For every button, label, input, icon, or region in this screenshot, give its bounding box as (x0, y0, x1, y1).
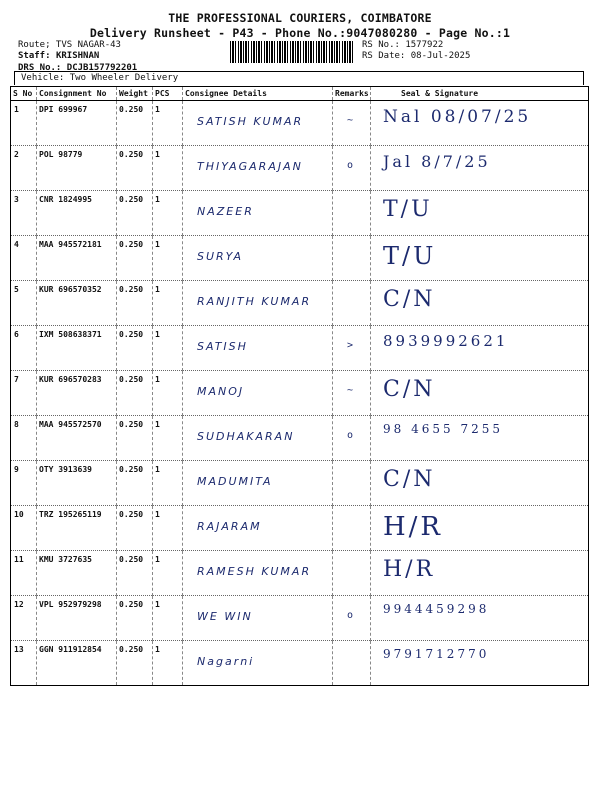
seal-signature: C/N (383, 287, 436, 312)
consignee-cell (183, 641, 333, 686)
remark-mark: > (347, 340, 354, 351)
remarks-cell (333, 146, 371, 191)
table-row (11, 236, 589, 281)
seal-signature-cell (371, 191, 589, 236)
row-sno: 5 (11, 281, 37, 326)
seal-signature-cell (371, 371, 589, 416)
weight: 0.250 (117, 506, 153, 551)
col-pcs: PCS (153, 87, 183, 101)
remark-mark: o (347, 160, 354, 171)
seal-signature-cell (371, 101, 589, 146)
table-row (11, 596, 589, 641)
remarks-cell (333, 191, 371, 236)
consignment-no: KUR 696570352 (37, 281, 117, 326)
table-header-row (11, 87, 589, 101)
consignee-name: SUDHAKARAN (197, 430, 295, 443)
pcs: 1 (153, 461, 183, 506)
remarks-cell (333, 281, 371, 326)
table-row (11, 551, 589, 596)
vehicle-info: Vehicle: Two Wheeler Delivery (14, 71, 584, 85)
pcs: 1 (153, 281, 183, 326)
pcs: 1 (153, 596, 183, 641)
row-sno: 3 (11, 191, 37, 236)
consignment-no: GGN 911912854 (37, 641, 117, 686)
consignee-cell (183, 101, 333, 146)
weight: 0.250 (117, 236, 153, 281)
consignment-no: IXM 508638371 (37, 326, 117, 371)
consignment-no: MAA 945572570 (37, 416, 117, 461)
seal-signature-cell (371, 461, 589, 506)
consignee-name: THIYAGARAJAN (197, 160, 303, 173)
seal-signature: 9791712770 (383, 647, 490, 661)
weight: 0.250 (117, 191, 153, 236)
remarks-cell (333, 551, 371, 596)
pcs: 1 (153, 146, 183, 191)
table-row (11, 461, 589, 506)
consignee-name: RANJITH KUMAR (197, 295, 312, 308)
weight: 0.250 (117, 641, 153, 686)
weight: 0.250 (117, 371, 153, 416)
pcs: 1 (153, 506, 183, 551)
table-row (11, 641, 589, 686)
seal-signature: 8939992621 (383, 332, 509, 350)
col-consignment: Consignment No (37, 87, 117, 101)
barcode (230, 41, 355, 63)
remarks-cell (333, 371, 371, 416)
consignment-no: TRZ 195265119 (37, 506, 117, 551)
consignee-name: Nagarni (197, 655, 255, 668)
row-sno: 10 (11, 506, 37, 551)
col-weight: Weight (117, 87, 153, 101)
row-sno: 9 (11, 461, 37, 506)
pcs: 1 (153, 641, 183, 686)
runsheet-subtitle: Delivery Runsheet - P43 - Phone No.:9047080280 - Page No.:1 (89, 26, 511, 40)
consignment-no: MAA 945572181 (37, 236, 117, 281)
row-sno: 8 (11, 416, 37, 461)
remarks-cell (333, 416, 371, 461)
table-row (11, 326, 589, 371)
remarks-cell (333, 596, 371, 641)
row-sno: 2 (11, 146, 37, 191)
row-sno: 4 (11, 236, 37, 281)
consignee-name: MANOJ (197, 385, 245, 398)
table-row (11, 146, 589, 191)
seal-signature-cell (371, 281, 589, 326)
seal-signature: 9944459298 (383, 602, 490, 616)
seal-signature: T/U (383, 242, 437, 270)
weight: 0.250 (117, 146, 153, 191)
consignee-name: WE WIN (197, 610, 253, 623)
seal-signature: H/R (383, 557, 436, 582)
table-row (11, 191, 589, 236)
consignment-no: DPI 699967 (37, 101, 117, 146)
col-sno: S No (11, 87, 37, 101)
consignment-no: VPL 952979298 (37, 596, 117, 641)
seal-signature-cell (371, 506, 589, 551)
staff-label: Staff: (18, 51, 51, 61)
staff-line (18, 51, 99, 61)
seal-signature-cell (371, 416, 589, 461)
remarks-cell (333, 326, 371, 371)
table-row (11, 506, 589, 551)
consignee-name: SATISH (197, 340, 248, 353)
table-row (11, 371, 589, 416)
consignee-name: MADUMITA (197, 475, 273, 488)
weight: 0.250 (117, 101, 153, 146)
consignee-name: SATISH KUMAR (197, 115, 304, 128)
consignee-cell (183, 551, 333, 596)
consignee-name: RAJARAM (197, 520, 262, 533)
remark-mark: o (347, 610, 354, 621)
consignment-no: POL 98779 (37, 146, 117, 191)
consignee-name: SURYA (197, 250, 244, 263)
route-label: Route; TVS NAGAR-43 (18, 40, 121, 50)
drs-number: DCJB157792201 (66, 63, 138, 73)
remarks-cell (333, 236, 371, 281)
drs-label: DRS No.: (18, 63, 62, 73)
consignee-cell (183, 506, 333, 551)
row-sno: 1 (11, 101, 37, 146)
weight: 0.250 (117, 416, 153, 461)
pcs: 1 (153, 191, 183, 236)
consignee-cell (183, 416, 333, 461)
pcs: 1 (153, 236, 183, 281)
consignment-no: OTY 3913639 (37, 461, 117, 506)
remark-mark: o (347, 430, 354, 441)
consignee-name: NAZEER (197, 205, 254, 218)
rs-date: RS Date: 08-Jul-2025 (362, 51, 471, 61)
weight: 0.250 (117, 326, 153, 371)
pcs: 1 (153, 551, 183, 596)
seal-signature-cell (371, 236, 589, 281)
weight: 0.250 (117, 551, 153, 596)
seal-signature-cell (371, 596, 589, 641)
consignee-cell (183, 236, 333, 281)
remarks-cell (333, 461, 371, 506)
weight: 0.250 (117, 461, 153, 506)
remarks-cell (333, 641, 371, 686)
seal-signature-cell (371, 146, 589, 191)
runsheet-table (10, 86, 589, 686)
row-sno: 7 (11, 371, 37, 416)
seal-signature: 98 4655 7255 (383, 422, 503, 436)
weight: 0.250 (117, 596, 153, 641)
consignee-cell (183, 146, 333, 191)
remark-mark: ~ (347, 115, 354, 126)
staff-name: KRISHNAN (55, 51, 100, 61)
col-remarks: Remarks (333, 87, 371, 101)
table-row (11, 416, 589, 461)
consignment-no: KMU 3727635 (37, 551, 117, 596)
consignee-cell (183, 371, 333, 416)
seal-signature: T/U (383, 197, 433, 222)
seal-signature: C/N (383, 377, 436, 402)
seal-signature: C/N (383, 467, 436, 492)
consignee-cell (183, 596, 333, 641)
consignee-cell (183, 461, 333, 506)
row-sno: 13 (11, 641, 37, 686)
seal-signature: Jal 8/7/25 (383, 152, 491, 171)
pcs: 1 (153, 371, 183, 416)
weight: 0.250 (117, 281, 153, 326)
consignment-no: CNR 1824995 (37, 191, 117, 236)
pcs: 1 (153, 101, 183, 146)
consignee-cell (183, 191, 333, 236)
col-consignee: Consignee Details (183, 87, 333, 101)
seal-signature: Nal 08/07/25 (383, 107, 532, 127)
consignee-cell (183, 281, 333, 326)
table-row (11, 101, 589, 146)
seal-signature-cell (371, 326, 589, 371)
row-sno: 12 (11, 596, 37, 641)
col-seal: Seal & Signature (371, 87, 589, 101)
company-title: THE PROFESSIONAL COURIERS, COIMBATORE (168, 11, 432, 25)
consignee-name: RAMESH KUMAR (197, 565, 312, 578)
pcs: 1 (153, 326, 183, 371)
seal-signature: H/R (383, 512, 444, 542)
seal-signature-cell (371, 551, 589, 596)
consignment-no: KUR 696570283 (37, 371, 117, 416)
seal-signature-cell (371, 641, 589, 686)
remarks-cell (333, 506, 371, 551)
table-row (11, 281, 589, 326)
remark-mark: ~ (347, 385, 354, 396)
row-sno: 6 (11, 326, 37, 371)
remarks-cell (333, 101, 371, 146)
row-sno: 11 (11, 551, 37, 596)
pcs: 1 (153, 416, 183, 461)
consignee-cell (183, 326, 333, 371)
rs-number: RS No.: 1577922 (362, 40, 444, 50)
